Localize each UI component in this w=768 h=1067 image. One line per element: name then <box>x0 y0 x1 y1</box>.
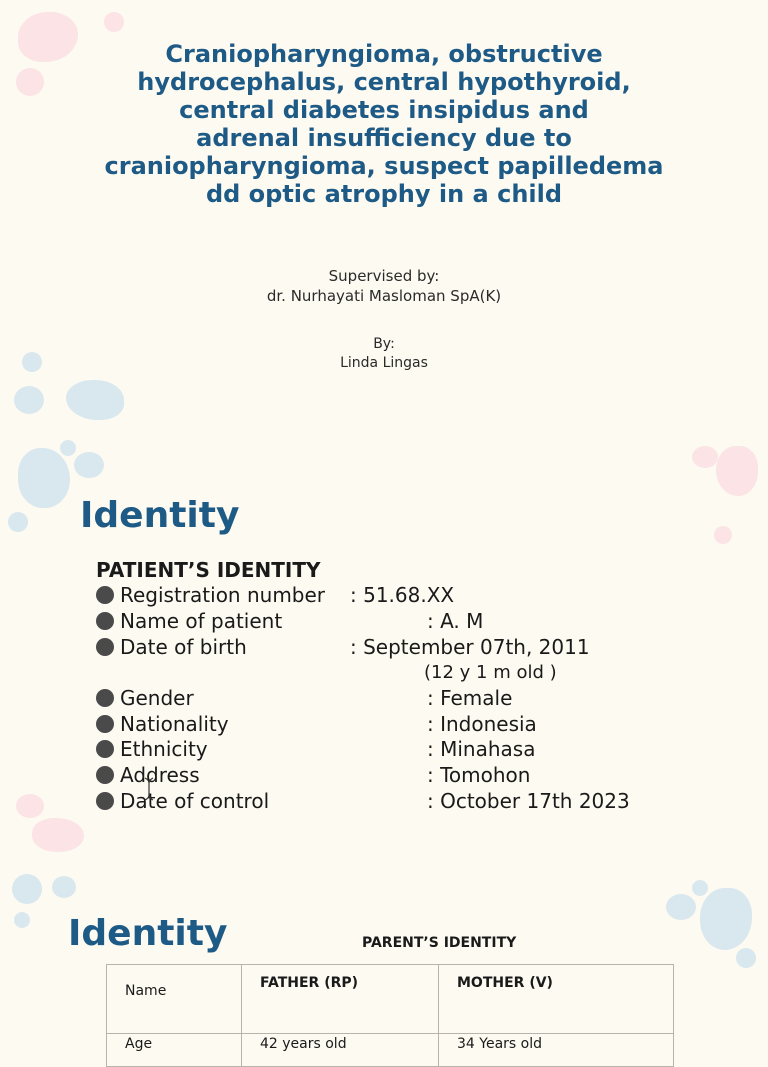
row-value: : 51.68.XX <box>350 583 455 607</box>
title-line: craniopharyngioma, suspect papilledema <box>104 152 664 180</box>
decor-blob <box>60 440 76 456</box>
table-header-cell: Name <box>107 965 242 1034</box>
supervisor-label: Supervised by: <box>328 267 440 285</box>
table-row <box>107 1034 674 1067</box>
section-heading: Identity <box>68 913 228 954</box>
row-value: : Tomohon <box>427 763 531 787</box>
decor-blob <box>666 894 696 920</box>
row-value: : A. M <box>427 609 484 633</box>
decor-blob <box>16 794 44 818</box>
age-note: (12 y 1 m old ) <box>424 662 557 683</box>
row-label: Registration number <box>120 583 326 607</box>
author-label: By: <box>373 336 395 352</box>
decor-blob <box>66 380 124 420</box>
decor-blob <box>14 386 44 414</box>
parent-identity-heading: PARENT’S IDENTITY <box>362 935 517 951</box>
row-label: Gender <box>120 686 194 710</box>
bullet-icon <box>96 792 114 810</box>
decor-blob <box>692 880 708 896</box>
decor-blob <box>714 526 732 544</box>
bullet-icon <box>96 689 114 707</box>
bullet-icon <box>96 715 114 733</box>
decor-blob <box>16 68 44 96</box>
row-value: : Female <box>427 686 513 710</box>
title-line: central diabetes insipidus and <box>179 96 589 124</box>
decor-blob <box>692 446 718 468</box>
decor-blob <box>52 876 76 898</box>
patient-identity-heading: PATIENT’S IDENTITY <box>96 558 321 582</box>
table-header-cell: MOTHER (V) <box>439 965 674 1034</box>
author-name: Linda Lingas <box>340 355 428 371</box>
bullet-icon <box>96 766 114 784</box>
row-label: Name of patient <box>120 609 283 633</box>
title-line: dd optic atrophy in a child <box>205 180 563 208</box>
row-label: Address <box>120 763 200 787</box>
title-line: adrenal insufficiency due to <box>196 124 572 152</box>
row-value: : September 07th, 2011 <box>350 635 590 659</box>
supervisor-block <box>0 266 768 306</box>
decor-blob <box>14 912 30 928</box>
row-label: Date of control <box>120 789 270 813</box>
table-header-cell: FATHER (RP) <box>242 965 439 1034</box>
bullet-icon <box>96 740 114 758</box>
title-line: Craniopharyngioma, obstructive <box>165 40 603 68</box>
table-cell: Age <box>107 1034 242 1067</box>
parent-identity-table <box>106 964 674 1067</box>
decor-blob <box>700 888 752 950</box>
table-cell: 42 years old <box>242 1034 439 1067</box>
decor-blob <box>104 12 124 32</box>
decor-blob <box>736 948 756 968</box>
section-heading: Identity <box>80 495 240 536</box>
supervisor-name: dr. Nurhayati Masloman SpA(K) <box>266 287 502 305</box>
table-header-row <box>107 965 674 1034</box>
decor-blob <box>32 818 84 852</box>
decor-blob <box>18 448 70 508</box>
decor-blob <box>8 512 28 532</box>
bullet-icon <box>96 612 114 630</box>
row-value: : Minahasa <box>427 737 536 761</box>
decor-blob <box>12 874 42 904</box>
decor-blob <box>716 446 758 496</box>
author-block <box>0 335 768 373</box>
presentation-title <box>60 40 708 208</box>
text-cursor-icon <box>142 776 156 802</box>
decor-blob <box>74 452 104 478</box>
table-cell: 34 Years old <box>439 1034 674 1067</box>
row-label: Date of birth <box>120 635 247 659</box>
row-label: Nationality <box>120 712 229 736</box>
title-line: hydrocephalus, central hypothyroid, <box>137 68 631 96</box>
row-value: : October 17th 2023 <box>427 789 630 813</box>
row-value: : Indonesia <box>427 712 537 736</box>
row-label: Ethnicity <box>120 737 208 761</box>
bullet-icon <box>96 586 114 604</box>
bullet-icon <box>96 638 114 656</box>
